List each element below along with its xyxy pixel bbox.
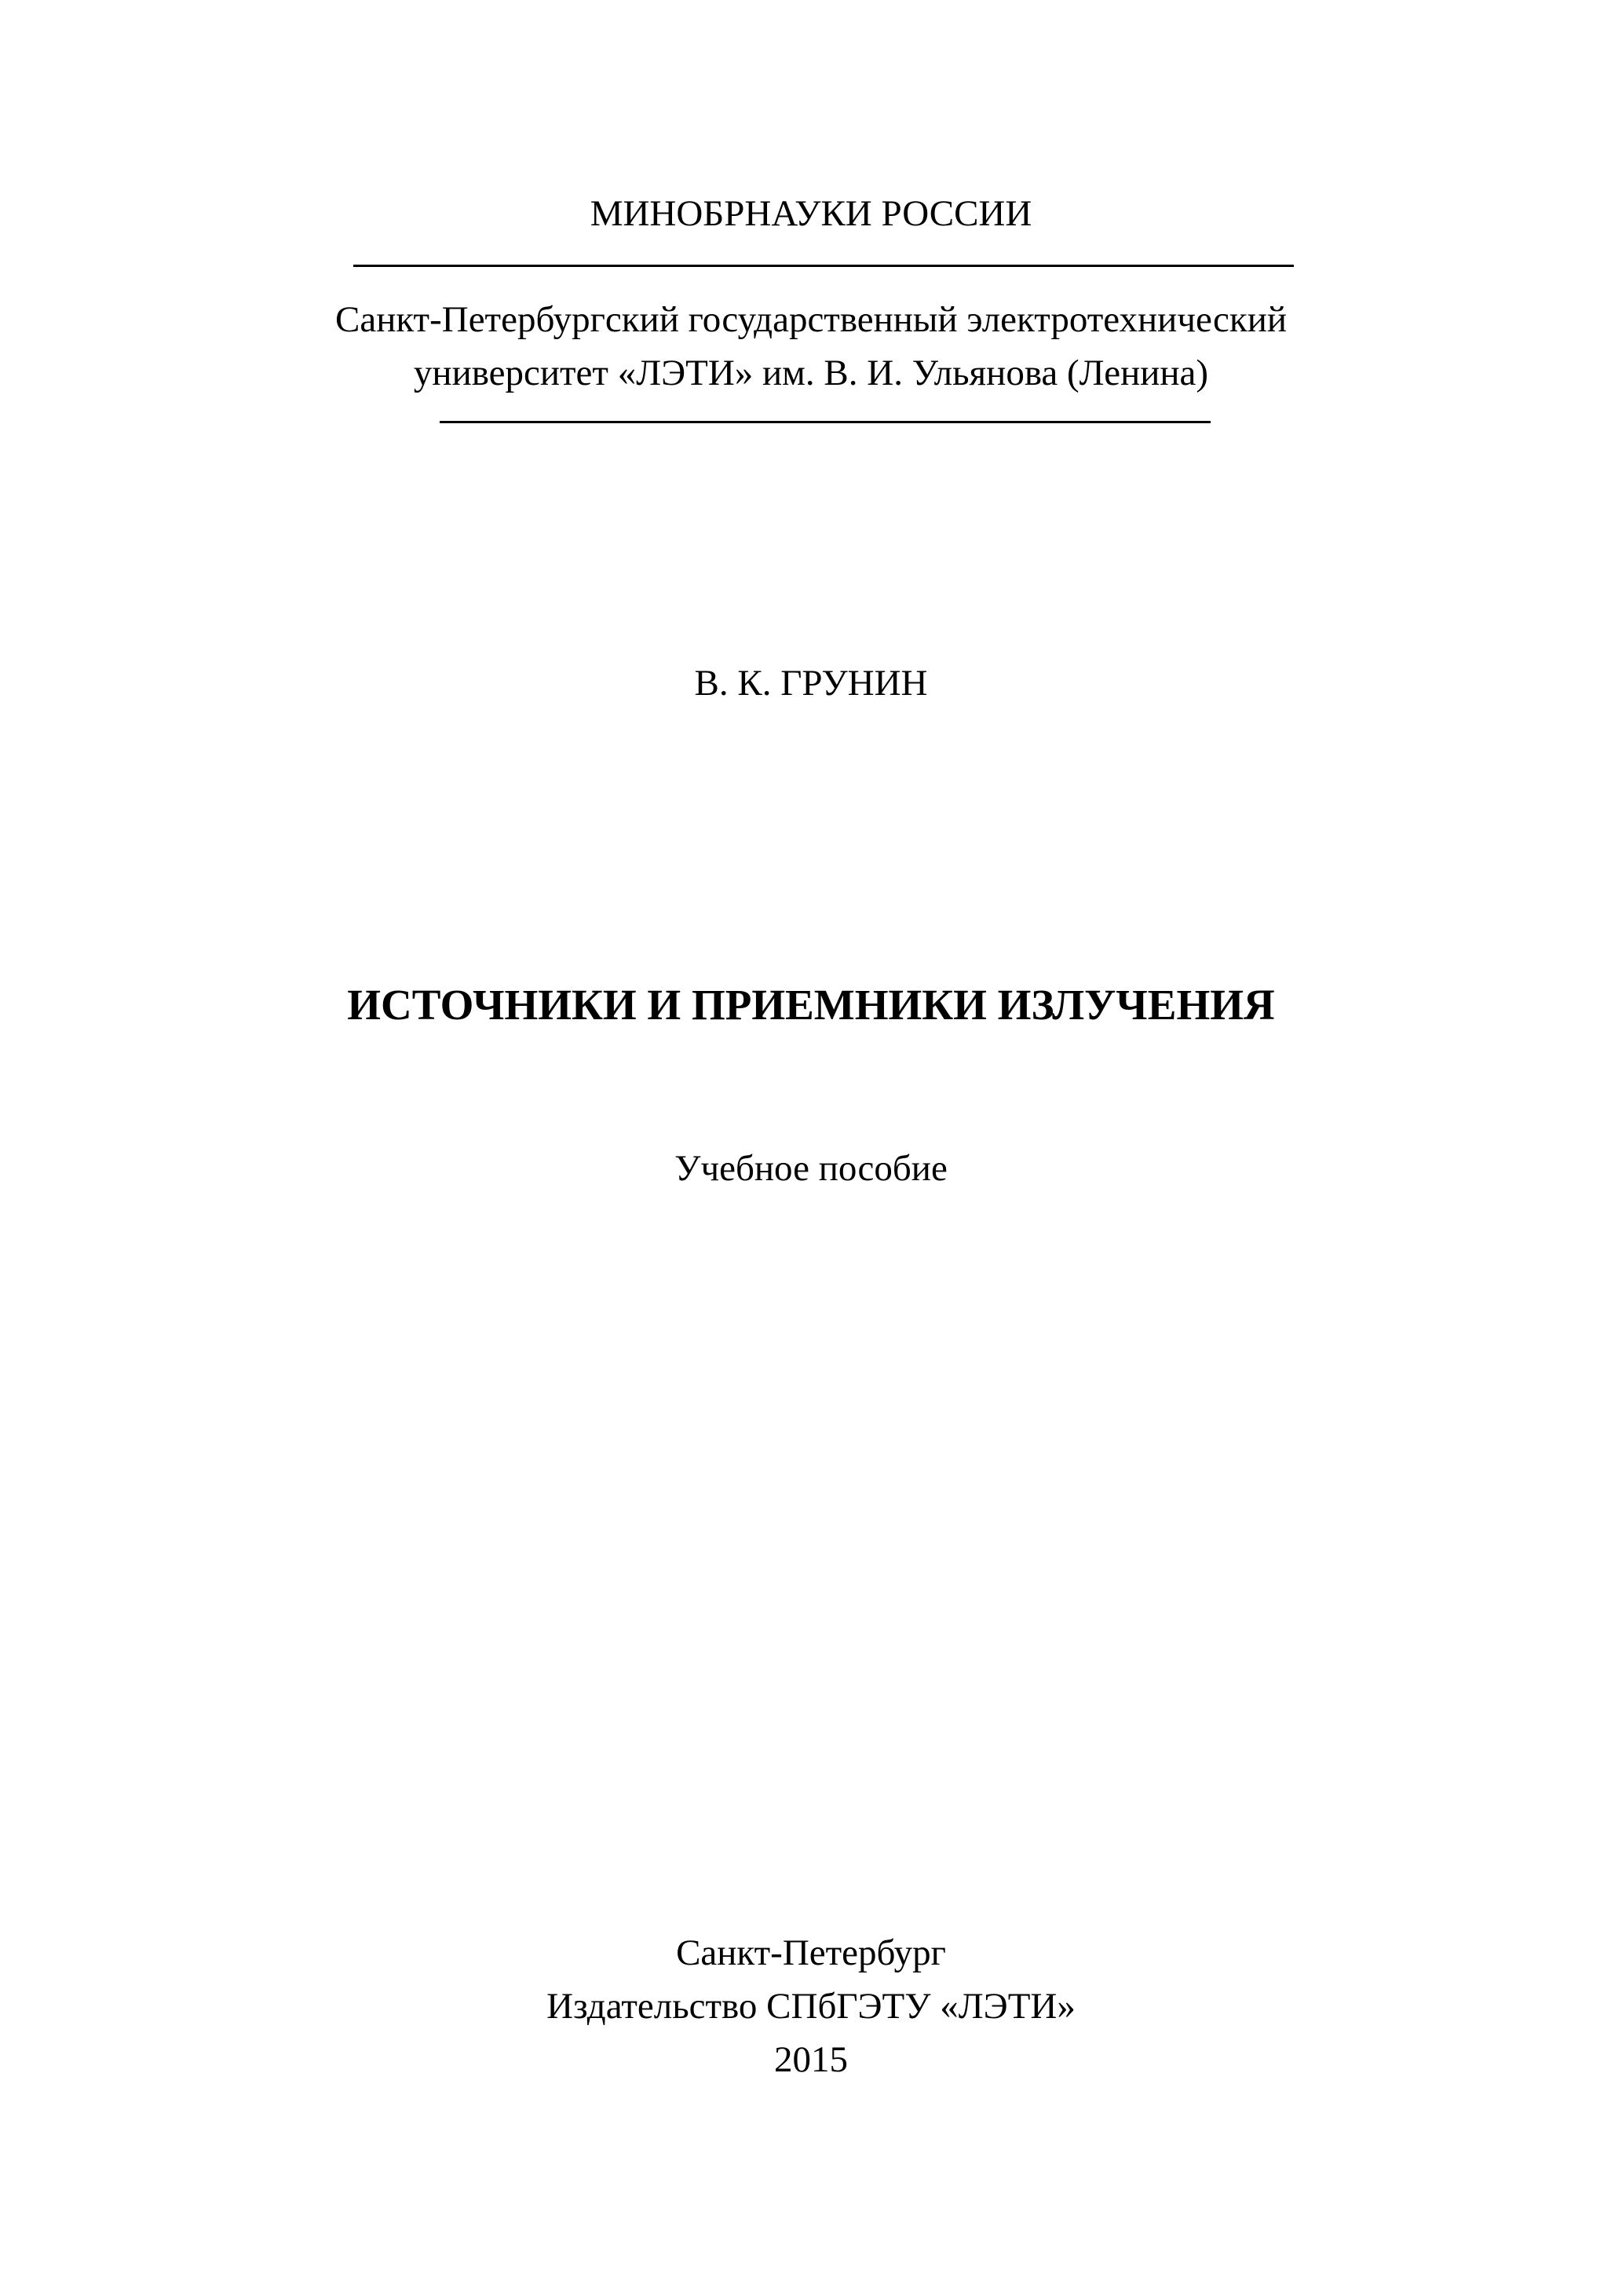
book-subtitle: Учебное пособие — [674, 1148, 948, 1189]
university-name-line-2: университет «ЛЭТИ» им. В. И. Ульянова (Ленина) — [413, 353, 1209, 393]
author-name: В. К. ГРУНИН — [694, 663, 928, 704]
header-divider-bottom — [440, 421, 1211, 423]
header-divider-top — [353, 265, 1294, 267]
ministry-name: МИНОБРНАУКИ РОССИИ — [590, 193, 1032, 234]
imprint-city: Санкт-Петербург — [676, 1932, 946, 1973]
imprint-year: 2015 — [774, 2039, 848, 2080]
university-name-line-1: Санкт-Петербургский государственный электротехнический — [334, 299, 1288, 340]
imprint-publisher: Издательство СПбГЭТУ «ЛЭТИ» — [546, 1986, 1076, 2027]
book-title: ИСТОЧНИКИ И ПРИЕМНИКИ ИЗЛУЧЕНИЯ — [347, 981, 1275, 1029]
